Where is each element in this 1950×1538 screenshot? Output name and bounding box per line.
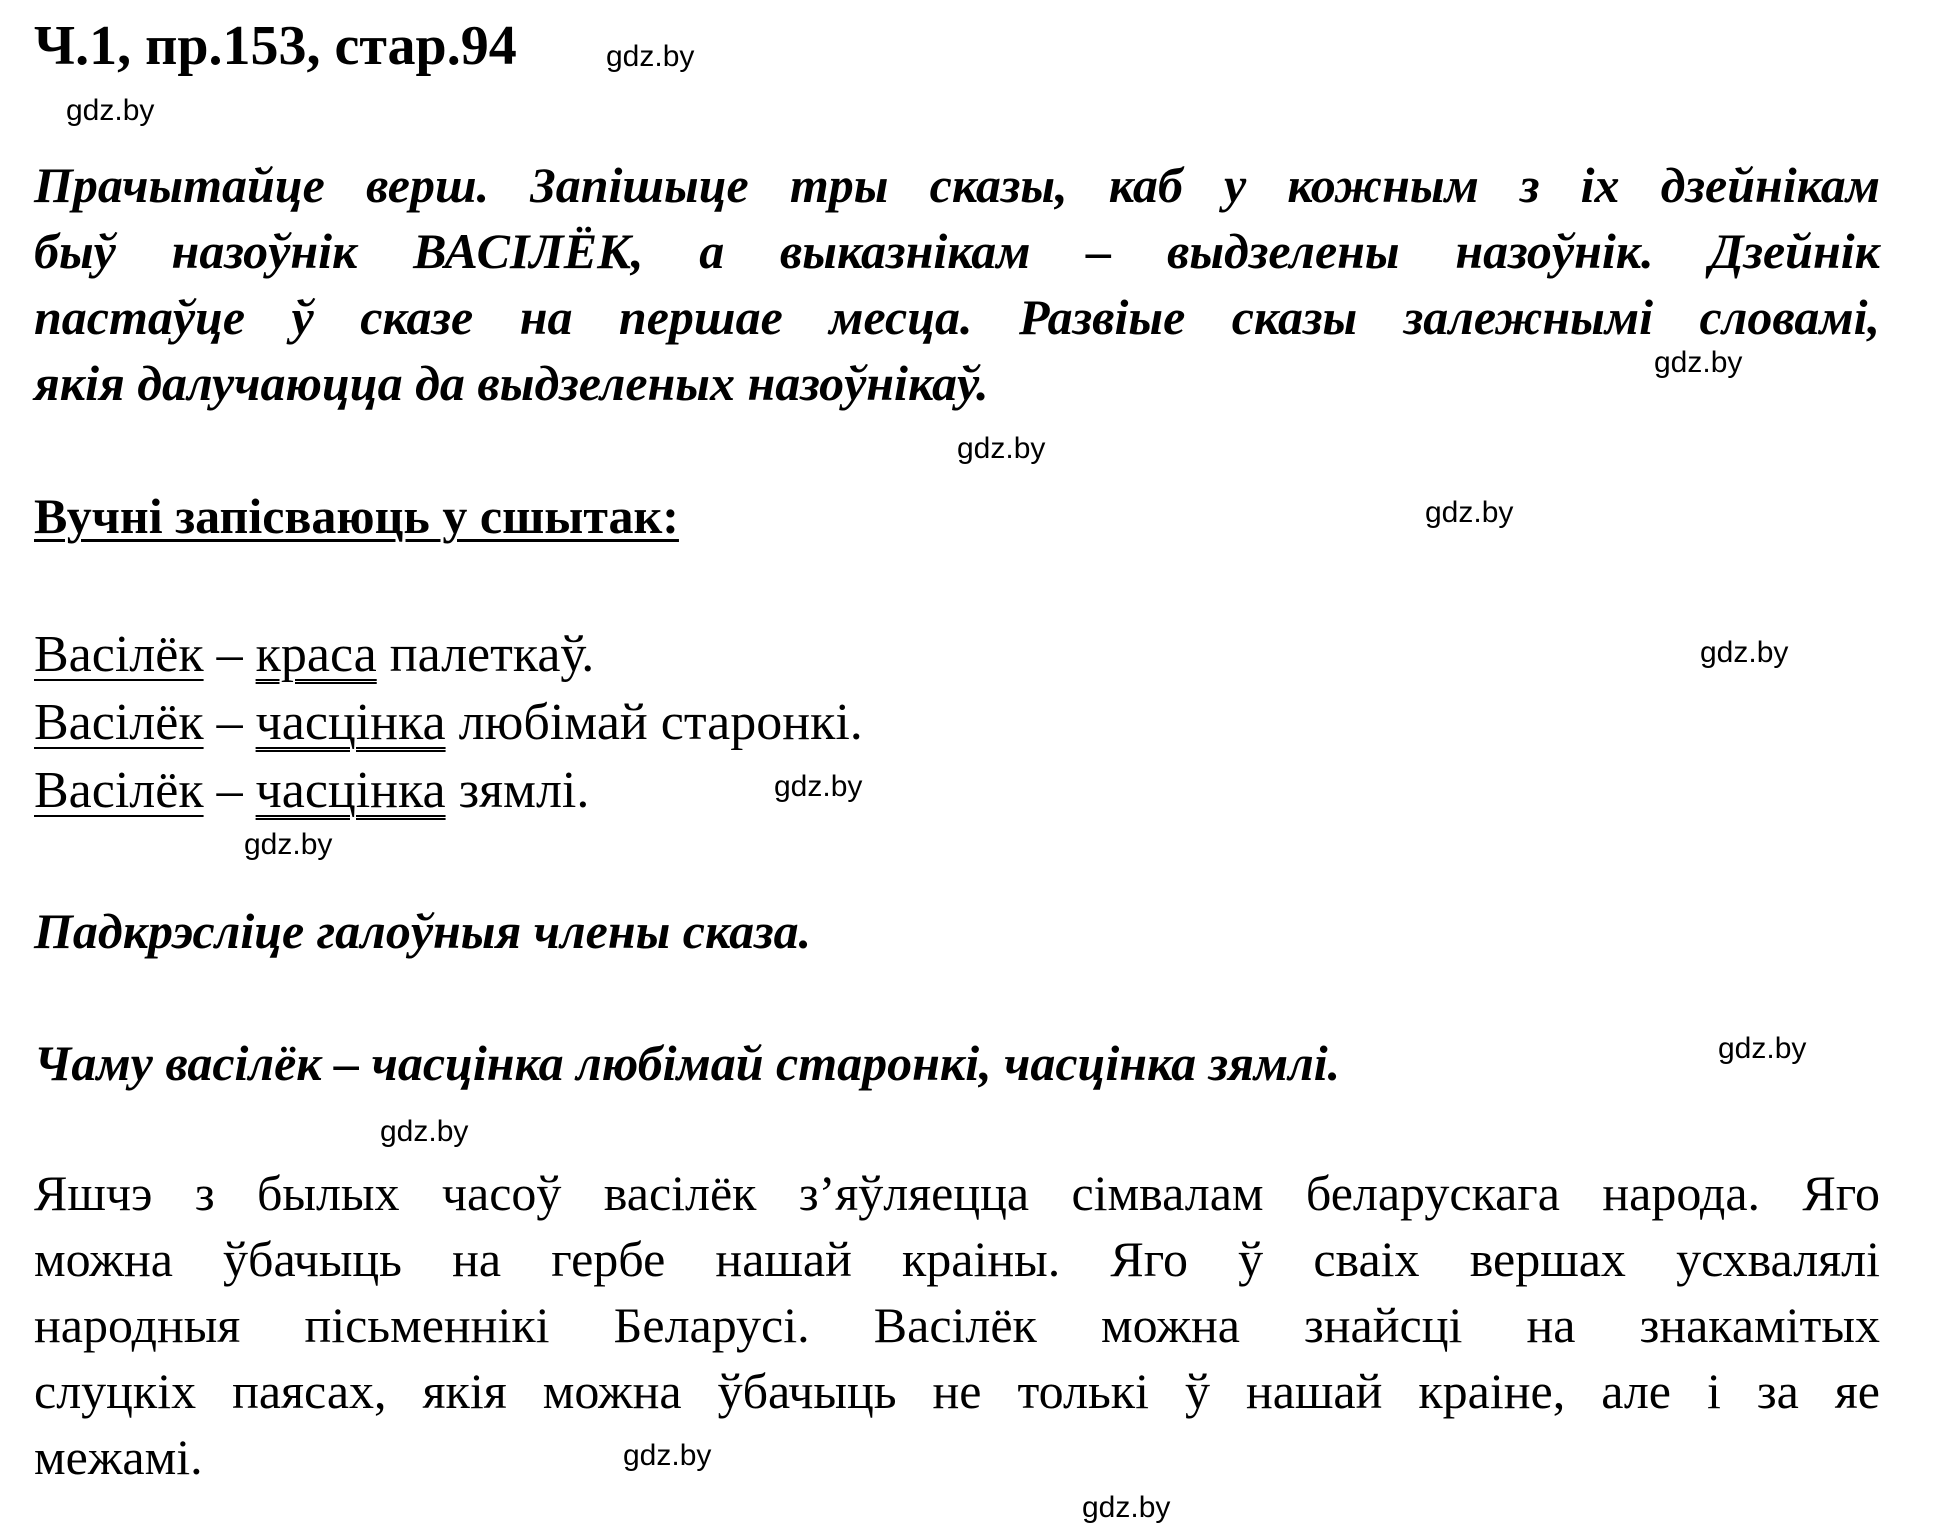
paragraph-line: можна ўбачыць на гербе нашай краіны. Яго ў сваіх вершах усхвалялі [34, 1231, 1880, 1287]
answer-sentence [34, 622, 594, 688]
task-instruction-underline: Падкрэсліце галоўныя члены сказа. [34, 903, 812, 959]
watermark: gdz.by [1718, 1032, 1807, 1065]
section-heading: Вучні запісваюць у сшытак: [34, 488, 679, 544]
task-question: Чаму васілёк – часцінка любімай старонкі, часцінка зямлі. [34, 1035, 1341, 1091]
dash: – [216, 694, 243, 751]
watermark: gdz.by [957, 432, 1046, 465]
subject-word: Васілёк [34, 626, 204, 683]
paragraph-line: Яшчэ з былых часоў васілёк з’яўляецца сімвалам беларускага народа. Яго [34, 1165, 1880, 1221]
watermark: gdz.by [66, 94, 155, 127]
dash: – [216, 626, 243, 683]
task-line: якія далучаюцца да выдзеленых назоўнікаў. [34, 355, 989, 411]
task-line: пастаўце ў сказе на першае месца. Развіые сказы залежнымі словамі, [34, 289, 1880, 345]
page-title: Ч.1, пр.153, стар.94 [34, 15, 517, 77]
watermark: gdz.by [1700, 636, 1789, 669]
task-instruction [34, 152, 1880, 416]
watermark: gdz.by [380, 1115, 469, 1148]
task-line: быў назоўнік ВАСІЛЁК, а выказнікам – выдзелены назоўнік. Дзейнік [34, 223, 1880, 279]
predicate-word: часцінка [255, 694, 446, 751]
watermark: gdz.by [774, 770, 863, 803]
answer-sentence [34, 690, 863, 756]
sentence-rest: любімай старонкі. [458, 694, 863, 751]
paragraph-line: межамі. [34, 1429, 203, 1485]
dash: – [216, 762, 243, 819]
answer-paragraph [34, 1160, 1880, 1490]
watermark: gdz.by [623, 1439, 712, 1472]
watermark: gdz.by [1425, 496, 1514, 529]
predicate-word: часцінка [255, 762, 446, 819]
watermark: gdz.by [1082, 1491, 1171, 1524]
watermark: gdz.by [606, 40, 695, 73]
watermark: gdz.by [1654, 346, 1743, 379]
subject-word: Васілёк [34, 762, 204, 819]
predicate-word: краса [255, 626, 377, 683]
watermark: gdz.by [244, 828, 333, 861]
answer-sentence [34, 758, 589, 824]
paragraph-line: народныя пісьменнікі Беларусі. Васілёк можна знайсці на знакамітых [34, 1297, 1880, 1353]
paragraph-line: слуцкіх паясах, якія можна ўбачыць не толькі ў нашай краіне, але і за яе [34, 1363, 1880, 1419]
sentence-rest: зямлі. [458, 762, 590, 819]
sentence-rest: палеткаў. [389, 626, 595, 683]
task-line: Прачытайце верш. Запішыце тры сказы, каб у кожным з іх дзейнікам [34, 157, 1880, 213]
subject-word: Васілёк [34, 694, 204, 751]
